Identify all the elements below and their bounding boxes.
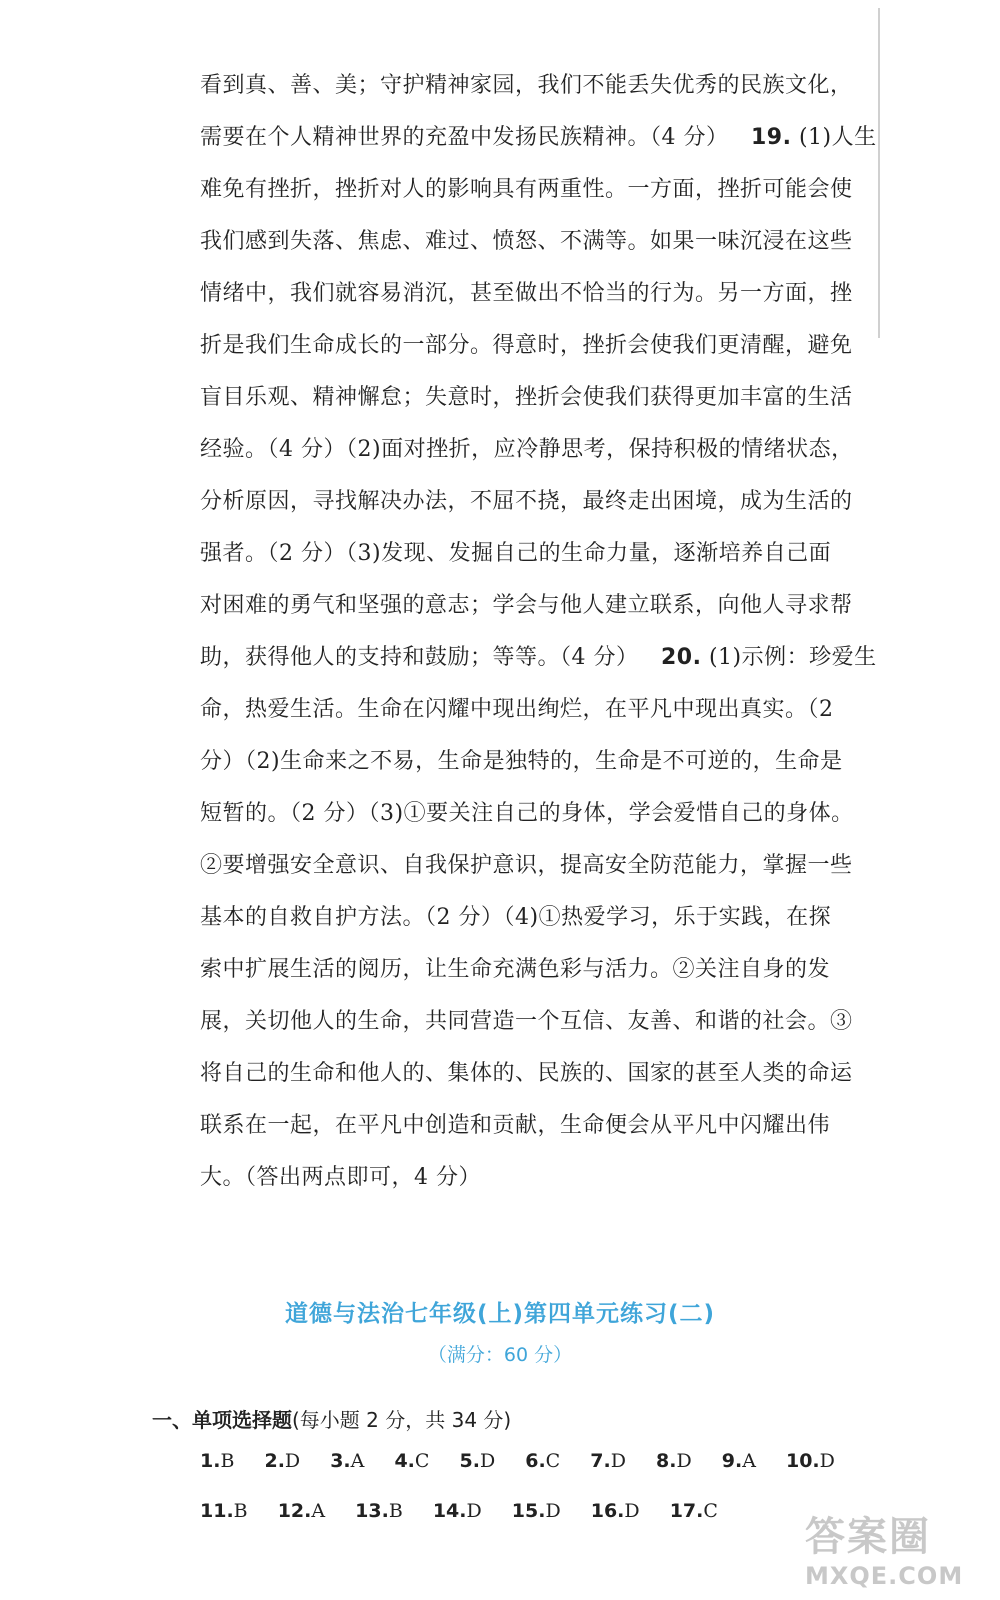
- text-line: 索中扩展生活的阅历，让生命充满色彩与活力。②关注自身的发: [200, 957, 831, 982]
- answer-item: 9.A: [721, 1450, 756, 1472]
- text-line: 我们感到失落、焦虑、难过、愤怒、不满等。如果一味沉浸在这些: [200, 229, 853, 254]
- text-line: 看到真、善、美；守护精神家园，我们不能丢失优秀的民族文化，: [200, 73, 853, 98]
- text-line: 情绪中，我们就容易消沉，甚至做出不恰当的行为。另一方面，挫: [200, 281, 853, 306]
- text-line-with-q19: [200, 118, 877, 158]
- full-score-subtitle: （满分：60 分）: [427, 1344, 573, 1366]
- answer-item: 12.A: [277, 1500, 326, 1522]
- q20-start: (1)示例：珍爱生: [708, 645, 877, 670]
- section-heading: [152, 1404, 511, 1433]
- answer-item: 13.B: [355, 1500, 403, 1522]
- text-line: 需要在个人精神世界的充盈中发扬民族精神。（4 分）: [200, 125, 729, 150]
- watermark-logo: 答案圈: [805, 1514, 931, 1560]
- text-line: 折是我们生命成长的一部分。得意时，挫折会使我们更清醒，避免: [200, 333, 853, 358]
- answer-item: 1.B: [200, 1450, 235, 1472]
- answer-item: 14.D: [432, 1500, 482, 1522]
- text-line-with-q20: [200, 638, 877, 678]
- answer-item: 10.D: [785, 1450, 835, 1472]
- answer-item: 17.C: [669, 1500, 718, 1522]
- page-title: 道德与法治七年级(上)第四单元练习(二): [284, 1301, 716, 1327]
- text-line: 分析原因，寻找解决办法，不屈不挠，最终走出困境，成为生活的: [200, 489, 853, 514]
- text-line: 强者。（2 分）（3)发现、发掘自己的生命力量，逐渐培养自己面: [200, 541, 832, 566]
- text-line: ②要增强安全意识、自我保护意识，提高安全防范能力，掌握一些: [200, 853, 853, 878]
- text-line: 基本的自救自护方法。（2 分）（4)①热爱学习，乐于实践，在探: [200, 905, 832, 930]
- question-number-20: 20.: [660, 645, 702, 670]
- answer-item: 5.D: [459, 1450, 496, 1472]
- text-line: 命，热爱生活。生命在闪耀中现出绚烂，在平凡中现出真实。（2: [200, 697, 834, 722]
- answer-item: 3.A: [330, 1450, 365, 1472]
- answer-item: 2.D: [264, 1450, 301, 1472]
- text-line: 经验。（4 分）（2)面对挫折，应冷静思考，保持积极的情绪状态，: [200, 437, 854, 462]
- answer-item: 6.C: [525, 1450, 561, 1472]
- q19-start: (1)人生: [798, 125, 877, 150]
- section-label: 一、单项选择题: [152, 1408, 292, 1432]
- text-line: 将自己的生命和他人的、集体的、民族的、国家的甚至人类的命运: [200, 1061, 853, 1086]
- section-note: (每小题 2 分，共 34 分): [292, 1408, 512, 1432]
- answer-item: 16.D: [590, 1500, 640, 1522]
- text-line: 难免有挫折，挫折对人的影响具有两重性。一方面，挫折可能会使: [200, 177, 853, 202]
- question-number-19: 19.: [750, 125, 792, 150]
- answer-item: 4.C: [394, 1450, 430, 1472]
- text-line: 大。（答出两点即可，4 分）: [200, 1165, 481, 1190]
- answer-row-1: [200, 1450, 859, 1472]
- answer-item: 7.D: [590, 1450, 626, 1472]
- text-line: 短暂的。（2 分）（3)①要关注自己的身体，学会爱惜自己的身体。: [200, 801, 854, 826]
- answer-item: 8.D: [656, 1450, 692, 1472]
- text-line: 分）（2)生命来之不易，生命是独特的，生命是不可逆的，生命是: [200, 749, 843, 774]
- text-line: 联系在一起，在平凡中创造和贡献，生命便会从平凡中闪耀出伟: [200, 1113, 831, 1138]
- text-line: 展，关切他人的生命，共同营造一个互信、友善、和谐的社会。③: [200, 1009, 853, 1034]
- watermark-url: MXQE.COM: [805, 1562, 964, 1590]
- watermark: [805, 1505, 985, 1595]
- answer-item: 11.B: [200, 1500, 248, 1522]
- text-line: 对困难的勇气和坚强的意志；学会与他人建立联系，向他人寻求帮: [200, 593, 853, 618]
- text-line: 助，获得他人的支持和鼓励；等等。（4 分）: [200, 645, 639, 670]
- answer-row-2: [200, 1500, 742, 1522]
- text-line: 盲目乐观、精神懈怠；失意时，挫折会使我们获得更加丰富的生活: [200, 385, 853, 410]
- answer-item: 15.D: [511, 1500, 561, 1522]
